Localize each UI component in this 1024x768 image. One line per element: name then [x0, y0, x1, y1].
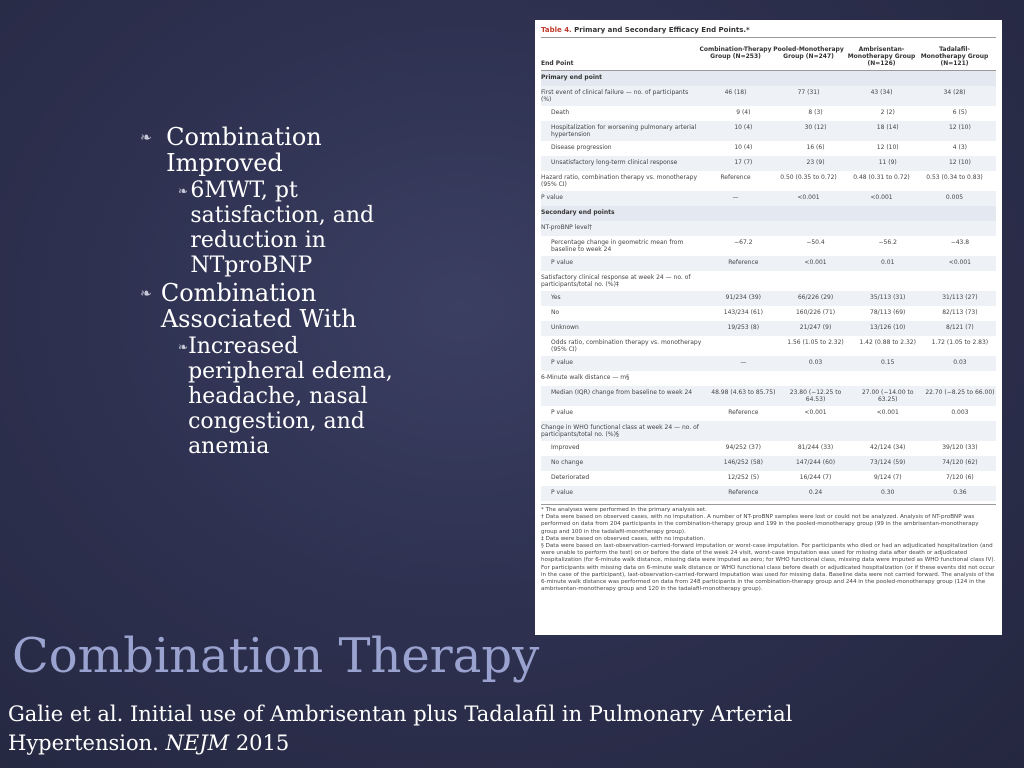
bullet-list — [140, 124, 410, 461]
table-row — [541, 306, 996, 321]
table-cell: 39/120 (33) — [942, 444, 978, 451]
table-cell: 73/124 (59) — [870, 459, 906, 466]
table-cell: 8/121 (7) — [946, 324, 974, 331]
table-cell: Reference — [728, 259, 759, 266]
table-cell — [845, 209, 918, 218]
table-cell — [918, 209, 991, 218]
table-row — [541, 236, 996, 256]
table-cell — [845, 374, 918, 383]
table-cell: 0.003 — [951, 409, 969, 416]
table-cell: 0.15 — [881, 359, 895, 366]
table-cell: — — [740, 359, 747, 366]
table-row — [541, 86, 996, 106]
table-cell: 12 (10) — [876, 144, 899, 151]
row-label: Disease progression — [551, 144, 612, 151]
row-label: P value — [551, 359, 573, 366]
footnote: ‡ Data were based on observed cases, with no imputation. — [541, 535, 706, 542]
table-cell: 16/244 (7) — [799, 474, 832, 481]
column-header: Pooled-Monotherapy Group (N=247) — [773, 46, 844, 60]
table-cell: 8 (3) — [808, 109, 823, 116]
table-cell — [699, 274, 772, 288]
row-label: Hospitalization for worsening pulmonary arterial hypertension — [551, 124, 697, 138]
table-cell: 147/244 (60) — [795, 459, 836, 466]
table-cell: 0.03 — [953, 359, 967, 366]
table-cell: 0.48 (0.31 to 0.72) — [853, 174, 910, 181]
table-cell: 17 (7) — [734, 159, 753, 166]
table-row — [541, 356, 996, 371]
row-label: Hazard ratio, combination therapy vs. monotherapy (95% CI) — [541, 174, 697, 188]
table-cell — [845, 224, 918, 233]
sub-bullet-icon: ❧ — [178, 184, 189, 198]
table-cell: <0.001 — [804, 409, 827, 416]
table-cell: 0.24 — [808, 489, 823, 496]
table-cell: −67.2 — [734, 239, 753, 246]
citation-journal: NEJM — [165, 731, 230, 755]
table-row — [541, 271, 996, 291]
table-cell: 0.005 — [945, 194, 964, 201]
table-row — [541, 256, 996, 271]
table-cell: 94/252 (37) — [725, 444, 762, 451]
table-cell: 1.56 (1.05 to 2.32) — [787, 339, 844, 346]
table-cell: 0.03 — [808, 359, 823, 366]
table-cell: 9 (4) — [736, 109, 751, 116]
row-label: Secondary end points — [541, 209, 615, 216]
table-cell — [845, 424, 918, 438]
table-cell: 12/252 (5) — [727, 474, 760, 481]
table-cell: −56.2 — [878, 239, 897, 246]
row-label: Improved — [551, 444, 580, 451]
citation — [8, 700, 908, 758]
table-cell: 77 (31) — [797, 89, 820, 96]
table-row — [541, 336, 996, 356]
row-label: Satisfactory clinical response at week 24 — no. of participants/total no. (%)‡ — [541, 274, 691, 288]
table-cell — [918, 374, 991, 383]
table-cell: 31/113 (27) — [942, 294, 978, 301]
bullet-text: Combination Associated With — [160, 279, 357, 333]
column-header: Combination-Therapy Group (N=253) — [699, 46, 772, 60]
row-label: Unsatisfactory long-term clinical response — [551, 159, 678, 166]
citation-year: 2015 — [229, 731, 290, 755]
table-cell — [772, 424, 845, 438]
table-cell: 78/113 (69) — [870, 309, 906, 316]
table-row — [541, 406, 996, 421]
table-row — [541, 206, 996, 221]
table-row — [541, 156, 996, 171]
column-header: Tadalafil-Monotherapy Group (N=121) — [920, 46, 989, 67]
table-cell: 27.00 (−14.00 to 63.25) — [861, 389, 914, 403]
table-row — [541, 386, 996, 406]
table-cell: 0.36 — [953, 489, 967, 496]
table-row — [541, 191, 996, 206]
table-row — [541, 441, 996, 456]
table-header — [541, 38, 996, 71]
row-label: P value — [551, 409, 573, 416]
bullet-icon: ❧ — [140, 286, 152, 302]
table-cell: 21/247 (9) — [799, 324, 832, 331]
table-cell: 66/226 (29) — [797, 294, 834, 301]
table-row — [541, 486, 996, 501]
table-cell — [772, 74, 845, 83]
table-footnotes — [541, 504, 996, 593]
table-cell: <0.001 — [804, 259, 827, 266]
table-body — [541, 71, 996, 501]
table-cell: Reference — [728, 489, 759, 496]
table-cell: 0.30 — [881, 489, 895, 496]
sub-bullet-icon: ❧ — [178, 340, 189, 354]
table-row — [541, 121, 996, 141]
table-cell: 10 (4) — [734, 124, 753, 131]
table-cell — [772, 209, 845, 218]
row-label: P value — [551, 259, 573, 266]
table-cell: 30 (12) — [804, 124, 827, 131]
table-cell — [845, 274, 918, 288]
table-cell: 0.01 — [881, 259, 895, 266]
row-label: No change — [551, 459, 584, 466]
table-cell — [918, 224, 991, 233]
row-label: No — [551, 309, 560, 316]
table-cell — [699, 374, 772, 383]
table-cell: 82/113 (73) — [942, 309, 978, 316]
row-label: Deteriorated — [551, 474, 590, 481]
bullet-item — [140, 124, 410, 176]
table-cell: 22.70 (−8.25 to 66.00) — [925, 389, 995, 396]
citation-text: Galie et al. Initial use of Ambrisentan plus Tadalafil in Pulmonary Arterial Hypertension. — [8, 702, 793, 755]
table-cell: 9/124 (7) — [873, 474, 902, 481]
table-cell: 43 (34) — [870, 89, 893, 96]
efficacy-table-image — [535, 20, 1002, 635]
table-cell — [699, 224, 772, 233]
table-cell: 74/120 (62) — [942, 459, 978, 466]
row-label: Change in WHO functional class at week 24 — no. of participants/total no. (%)§ — [541, 424, 699, 438]
table-cell — [772, 374, 845, 383]
table-cell: 35/113 (31) — [870, 294, 906, 301]
footnote: † Data were based on observed cases, with no imputation. A number of NT-proBNP samples were lost or could not be analyzed. Analysis of NT-proBNP was performed on data from 204 participants in the combination-therapy group and 199 in the pooled-monotherapy group (99 in the ambrisentan-monotherapy group and 100 in the tadalafil-monotherapy group). — [541, 514, 979, 535]
column-header: End Point — [541, 60, 574, 67]
table-cell: 19/253 (8) — [727, 324, 760, 331]
table-cell: −43.8 — [950, 239, 970, 246]
row-label: Yes — [551, 294, 561, 301]
sub-bullet-item — [178, 334, 410, 459]
table-cell: 146/252 (58) — [723, 459, 763, 466]
table-cell: 18 (14) — [876, 124, 899, 131]
footnote: § Data were based on last-observation-carried-forward imputation or worst-case imputation. For participants who died or had an adjudicated hospitalization (and were unable to perform the test) on or before the date of the week 24 visit, worst-case imputation was used for missing data after death or adjudicated hospitalization (for 6-minute walk distance, missing data were imputed as zero; for WHO functional class, missing data were imputed as WHO functional class IV). For participants with missing data on 6-minute walk distance or WHO functional class before death or adjudicated hospitalization (or if these events did not occur in the case of the participant), last-observation-carried-forward imputation was used for missing data. Baseline data were not carried forward. The analysis of the 6-minute walk distance was performed on data from 248 participants in the combination-therapy group and 244 in the pooled-monotherapy group (124 in the ambrisentan-monotherapy group and 120 in the tadalafil-monotherapy group). — [541, 543, 996, 593]
table-row — [541, 471, 996, 486]
table-row — [541, 291, 996, 306]
table-row — [541, 106, 996, 121]
table-cell: 11 (9) — [878, 159, 897, 166]
row-label: Death — [551, 109, 570, 116]
table-label: Table 4. — [541, 26, 572, 34]
row-label: Odds ratio, combination therapy vs. monotherapy (95% CI) — [551, 339, 702, 353]
table-cell: 0.50 (0.35 to 0.72) — [780, 174, 837, 181]
row-label: First event of clinical failure — no. of participants (%) — [541, 89, 689, 103]
column-header: Ambrisentan-Monotherapy Group (N=126) — [847, 46, 916, 67]
table-cell: 4 (3) — [952, 144, 968, 151]
table-cell: 13/126 (10) — [870, 324, 906, 331]
row-label: Percentage change in geometric mean from baseline to week 24 — [551, 239, 684, 253]
table-cell: 16 (6) — [806, 144, 825, 151]
table-row — [541, 371, 996, 386]
row-label: 6-Minute walk distance — m§ — [541, 374, 630, 381]
table-title-text: Primary and Secondary Efficacy End Points.* — [574, 26, 750, 34]
table-cell: 46 (18) — [724, 89, 747, 96]
table-cell — [918, 274, 991, 288]
table-cell — [918, 74, 991, 83]
table-cell: 160/226 (71) — [795, 309, 836, 316]
table-cell: 2 (2) — [880, 109, 895, 116]
table-cell — [772, 274, 845, 288]
table-cell: — — [732, 194, 739, 201]
table-cell: 12 (10) — [948, 124, 971, 131]
row-label: P value — [551, 489, 573, 496]
table-cell — [918, 424, 991, 438]
row-label: NT-proBNP level† — [541, 224, 592, 231]
table-cell — [707, 339, 779, 353]
sub-bullet-item — [178, 178, 410, 278]
table-cell: <0.001 — [876, 409, 899, 416]
table-row — [541, 321, 996, 336]
table-cell: Reference — [728, 409, 759, 416]
table-cell: <0.001 — [948, 259, 972, 266]
bullet-text: Combination Improved — [166, 123, 322, 177]
table-cell: 143/234 (61) — [723, 309, 763, 316]
table-cell: −50.4 — [806, 239, 825, 246]
row-label: P value — [541, 194, 563, 201]
sub-bullet-text: 6MWT, pt satisfaction, and reduction in NTproBNP — [190, 178, 375, 278]
table-cell: Reference — [720, 174, 751, 181]
table-cell — [699, 74, 772, 83]
table-row — [541, 421, 996, 441]
table-row — [541, 71, 996, 86]
table-cell: 91/234 (39) — [725, 294, 762, 301]
sub-bullet-text: Increased peripheral edema, headache, nasal congestion, and anemia — [188, 334, 393, 459]
table-cell: 10 (4) — [734, 144, 753, 151]
table-cell: 34 (28) — [943, 89, 966, 96]
table-cell: 23.80 (−12.25 to 64.53) — [789, 389, 842, 403]
table-cell: 42/124 (34) — [870, 444, 906, 451]
table-title — [541, 26, 996, 38]
table-cell: 12 (10) — [948, 159, 971, 166]
table-cell: <0.001 — [870, 194, 893, 201]
table-row — [541, 141, 996, 156]
table-cell — [699, 424, 772, 438]
table-cell: 81/244 (33) — [797, 444, 834, 451]
table-row — [541, 221, 996, 236]
bullet-icon: ❧ — [140, 130, 152, 146]
table-cell — [772, 224, 845, 233]
table-cell: <0.001 — [797, 194, 820, 201]
row-label: Median (IQR) change from baseline to week 24 — [551, 389, 693, 396]
table-row — [541, 171, 996, 191]
bullet-item — [140, 280, 410, 332]
table-cell: 23 (9) — [806, 159, 825, 166]
table-row — [541, 456, 996, 471]
row-label: Unknown — [551, 324, 579, 331]
row-label: Primary end point — [541, 74, 603, 81]
table-cell — [699, 209, 772, 218]
table-cell: 48.98 (4.63 to 85.75) — [711, 389, 776, 396]
table-cell: 1.42 (0.88 to 2.32) — [859, 339, 916, 346]
footnote: * The analyses were performed in the primary analysis set. — [541, 507, 707, 513]
table-cell: 7/120 (6) — [946, 474, 974, 481]
table-cell: 1.72 (1.05 to 2.83) — [931, 339, 989, 346]
table-cell: 0.53 (0.34 to 0.83) — [926, 174, 983, 181]
table-cell — [845, 74, 918, 83]
table-cell: 6 (5) — [952, 109, 968, 116]
slide-title: Combination Therapy — [12, 628, 540, 684]
